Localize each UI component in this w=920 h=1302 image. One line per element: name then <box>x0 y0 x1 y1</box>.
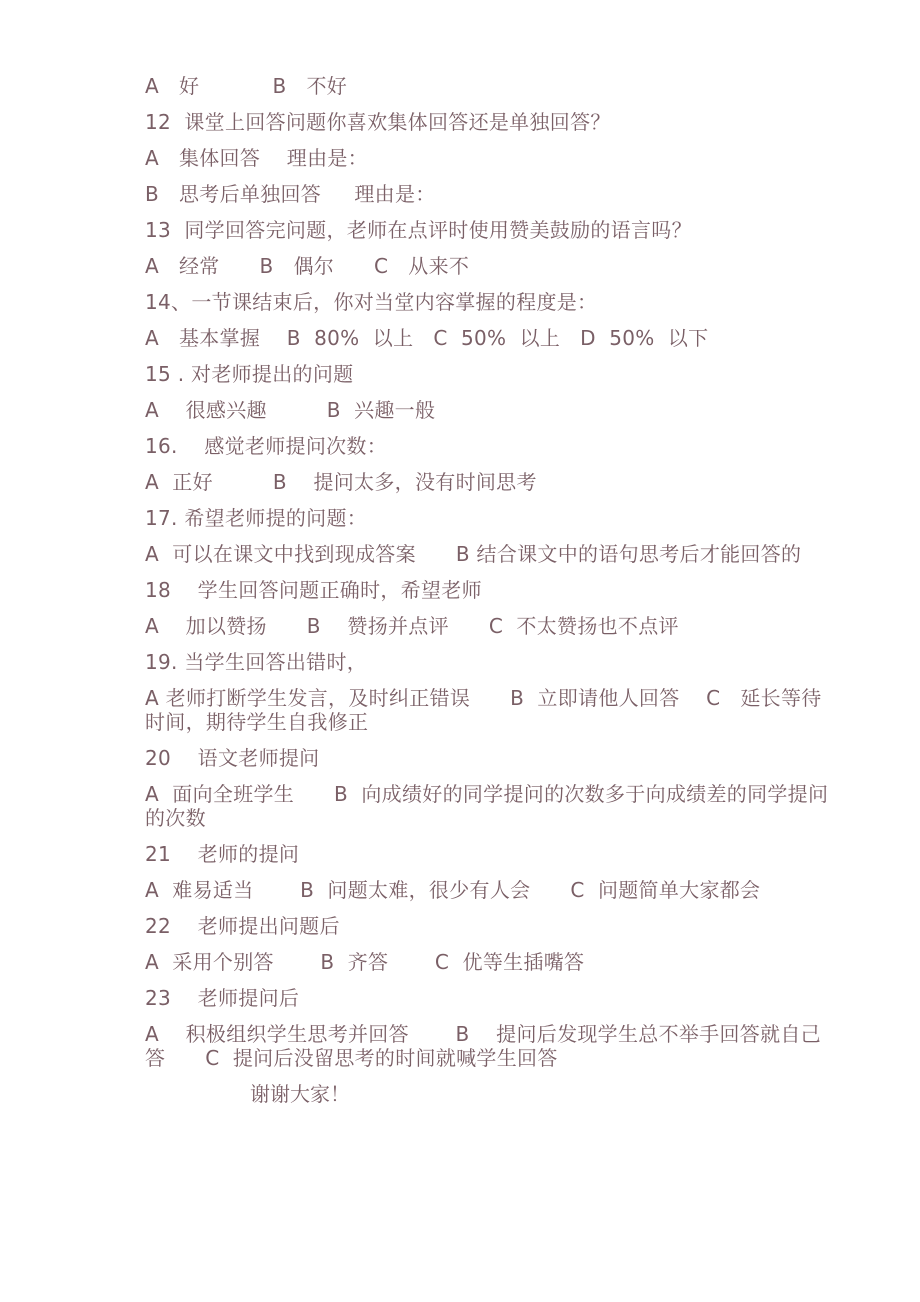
question-12: 12 课堂上回答问题你喜欢集体回答还是单独回答？ <box>145 110 611 134</box>
survey-document <box>145 74 835 1106</box>
option-line-q17: A 可以在课文中找到现成答案 B 结合课文中的语句思考后才能回答的 <box>145 542 802 566</box>
option-line-q11: A 好 B 不好 <box>145 74 348 98</box>
question-15: 15 . 对老师提出的问题 <box>145 362 354 386</box>
option-line-q12-a: A 集体回答 理由是： <box>145 146 368 170</box>
question-19: 19. 当学生回答出错时， <box>145 650 368 674</box>
question-23: 23 老师提问后 <box>145 986 300 1010</box>
question-20: 20 语文老师提问 <box>145 746 320 770</box>
closing-thanks: 谢谢大家！ <box>250 1082 350 1106</box>
option-line-q15: A 很感兴趣 B 兴趣一般 <box>145 398 436 422</box>
question-16: 16. 感觉老师提问次数： <box>145 434 388 458</box>
question-17: 17. 希望老师提的问题： <box>145 506 368 530</box>
option-line-q13: A 经常 B 偶尔 C 从来不 <box>145 254 470 278</box>
option-line-q22: A 采用个别答 B 齐答 C 优等生插嘴答 <box>145 950 585 974</box>
option-line-q12-b: B 思考后单独回答 理由是： <box>145 182 436 206</box>
option-line-q19: A 老师打断学生发言，及时纠正错误 B 立即请他人回答 C 延长等待时间，期待学生自我修正 <box>145 686 822 734</box>
question-18: 18 学生回答问题正确时，希望老师 <box>145 578 482 602</box>
question-14: 14、一节课结束后，你对当堂内容掌握的程度是： <box>145 290 598 314</box>
option-line-q20: A 面向全班学生 B 向成绩好的同学提问的次数多于向成绩差的同学提问的次数 <box>145 782 829 830</box>
option-line-q18: A 加以赞扬 B 赞扬并点评 C 不太赞扬也不点评 <box>145 614 679 638</box>
question-22: 22 老师提出问题后 <box>145 914 340 938</box>
option-line-q16: A 正好 B 提问太多，没有时间思考 <box>145 470 537 494</box>
question-21: 21 老师的提问 <box>145 842 300 866</box>
option-line-q21: A 难易适当 B 问题太难，很少有人会 C 问题简单大家都会 <box>145 878 761 902</box>
option-line-q14: A 基本掌握 B 80% 以上 C 50% 以上 D 50% 以下 <box>145 326 709 350</box>
option-line-q23: A 积极组织学生思考并回答 B 提问后发现学生总不举手回答就自己答 C 提问后没留思考的时间就喊学生回答 <box>145 1022 821 1070</box>
question-13: 13 同学回答完问题，老师在点评时使用赞美鼓励的语言吗？ <box>145 218 692 242</box>
